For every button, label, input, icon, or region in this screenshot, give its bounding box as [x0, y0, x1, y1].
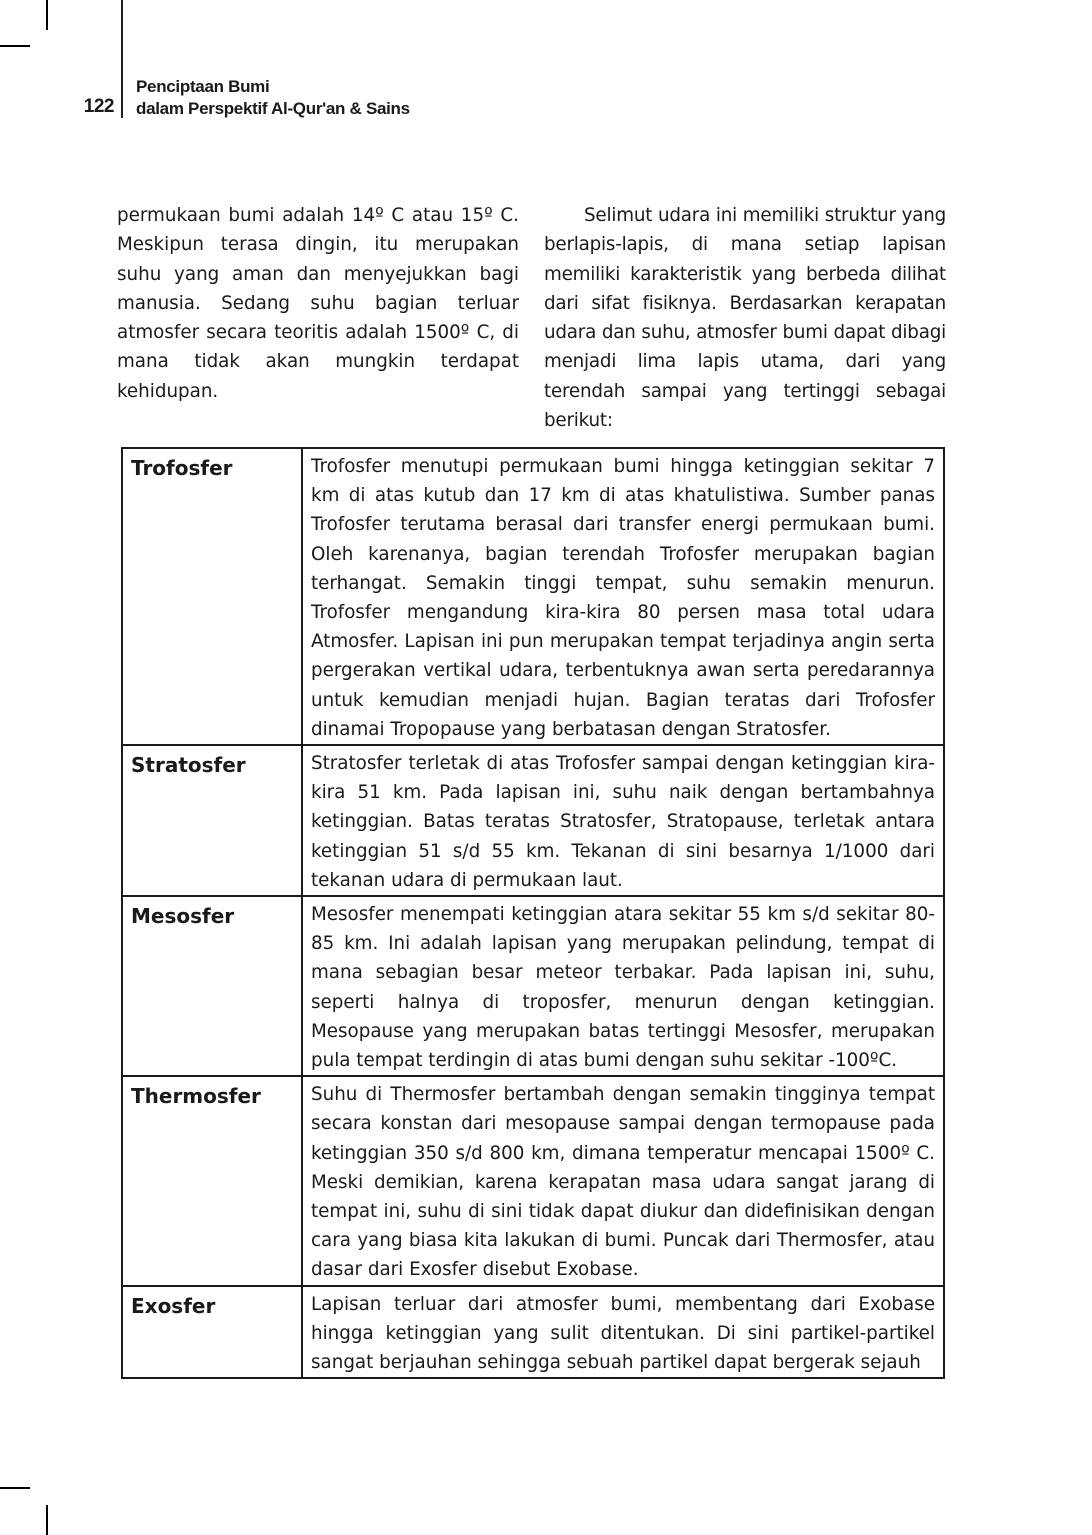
header-rule	[121, 0, 123, 118]
layer-name: Trofosfer	[122, 448, 302, 745]
intro-right-paragraph: Selimut udara ini memiliki struktur yang berlapis-lapis, di mana setiap lapisan memiliki karakteristik yang berbeda dilihat dari sifat fisiknya. Berdasarkan kerapatan udara dan suhu, atmosfer bumi dapat dibagi menjadi lima lapis utama, dari yang terendah sampai yang tertinggi sebagai berikut:	[544, 205, 946, 432]
layer-description: Mesosfer menempati ketinggian atara sekitar 55 km s/d sekitar 80-85 km. Ini adalah lapisan yang merupakan pelindung, tempat di mana sebagian besar meteor terbakar. Pada lapisan ini, suhu, seperti halnya di troposfer, menurun dengan ketinggian. Mesopause yang merupakan batas tertinggi Mesosfer, merupakan pula tempat terdingin di atas bumi dengan suhu sekitar -100ºC.	[302, 896, 944, 1076]
table-row	[122, 448, 944, 745]
table-row	[122, 1076, 944, 1285]
layer-name: Stratosfer	[122, 745, 302, 896]
crop-mark-top-vertical	[46, 0, 48, 30]
running-head	[136, 76, 410, 120]
layer-name: Exosfer	[122, 1286, 302, 1379]
table-row	[122, 745, 944, 896]
layer-name: Thermosfer	[122, 1076, 302, 1285]
crop-mark-bottom-vertical	[46, 1505, 48, 1535]
table-row	[122, 896, 944, 1076]
layer-description: Stratosfer terletak di atas Trofosfer sampai dengan ketinggian kira-kira 51 km. Pada lapisan ini, suhu naik dengan bertambahnya ketinggian. Batas teratas Stratosfer, Stratopause, terletak antara ketinggian 51 s/d 55 km. Tekanan di sini besarnya 1/1000 dari tekanan udara di permukaan laut.	[302, 745, 944, 896]
intro-left-paragraph: permukaan bumi adalah 14º C atau 15º C. Meskipun terasa dingin, itu merupakan suhu yang aman dan menyejukkan bagi manusia. Sedang suhu bagian terluar atmosfer secara teoritis adalah 1500º C, di mana tidak akan mungkin terdapat kehidupan.	[117, 205, 519, 402]
crop-mark-top-horizontal	[0, 45, 30, 47]
crop-mark-bottom-horizontal	[0, 1487, 30, 1489]
layer-name: Mesosfer	[122, 896, 302, 1076]
atmosphere-layers-table	[121, 447, 945, 1379]
layer-description: Lapisan terluar dari atmosfer bumi, membentang dari Exobase hingga ketinggian yang sulit ditentukan. Di sini partikel-partikel sangat berjauhan sehingga sebuah partikel dapat bergerak sejauh	[302, 1286, 944, 1379]
running-head-line2: dalam Perspektif Al-Qur'an & Sains	[136, 99, 410, 118]
layer-description: Suhu di Thermosfer bertambah dengan semakin tingginya tempat secara konstan dari mesopause sampai dengan termopause pada ketinggian 350 s/d 800 km, dimana temperatur mencapai 1500º C. Meski demikian, karena kerapatan masa udara sangat jarang di tempat ini, suhu di sini tidak dapat diukur dan didefinisikan dengan cara yang biasa kita lakukan di bumi. Puncak dari Thermosfer, atau dasar dari Exosfer disebut Exobase.	[302, 1076, 944, 1285]
table-row	[122, 1286, 944, 1379]
layer-description: Trofosfer menutupi permukaan bumi hingga ketinggian sekitar 7 km di atas kutub dan 17 km di atas khatulistiwa. Sumber panas Trofosfer terutama berasal dari transfer energi permukaan bumi. Oleh karenanya, bagian terendah Trofosfer merupakan bagian terhangat. Semakin tinggi tempat, suhu semakin menurun. Trofosfer mengandung kira-kira 80 persen masa total udara Atmosfer. Lapisan ini pun merupakan tempat terjadinya angin serta pergerakan vertikal udara, terbentuknya awan serta peredarannya untuk kemudian menjadi hujan. Bagian teratas dari Trofosfer dinamai Tropopause yang berbatasan dengan Stratosfer.	[302, 448, 944, 745]
running-head-line1: Penciptaan Bumi	[136, 77, 270, 96]
page-number: 122	[83, 96, 114, 117]
